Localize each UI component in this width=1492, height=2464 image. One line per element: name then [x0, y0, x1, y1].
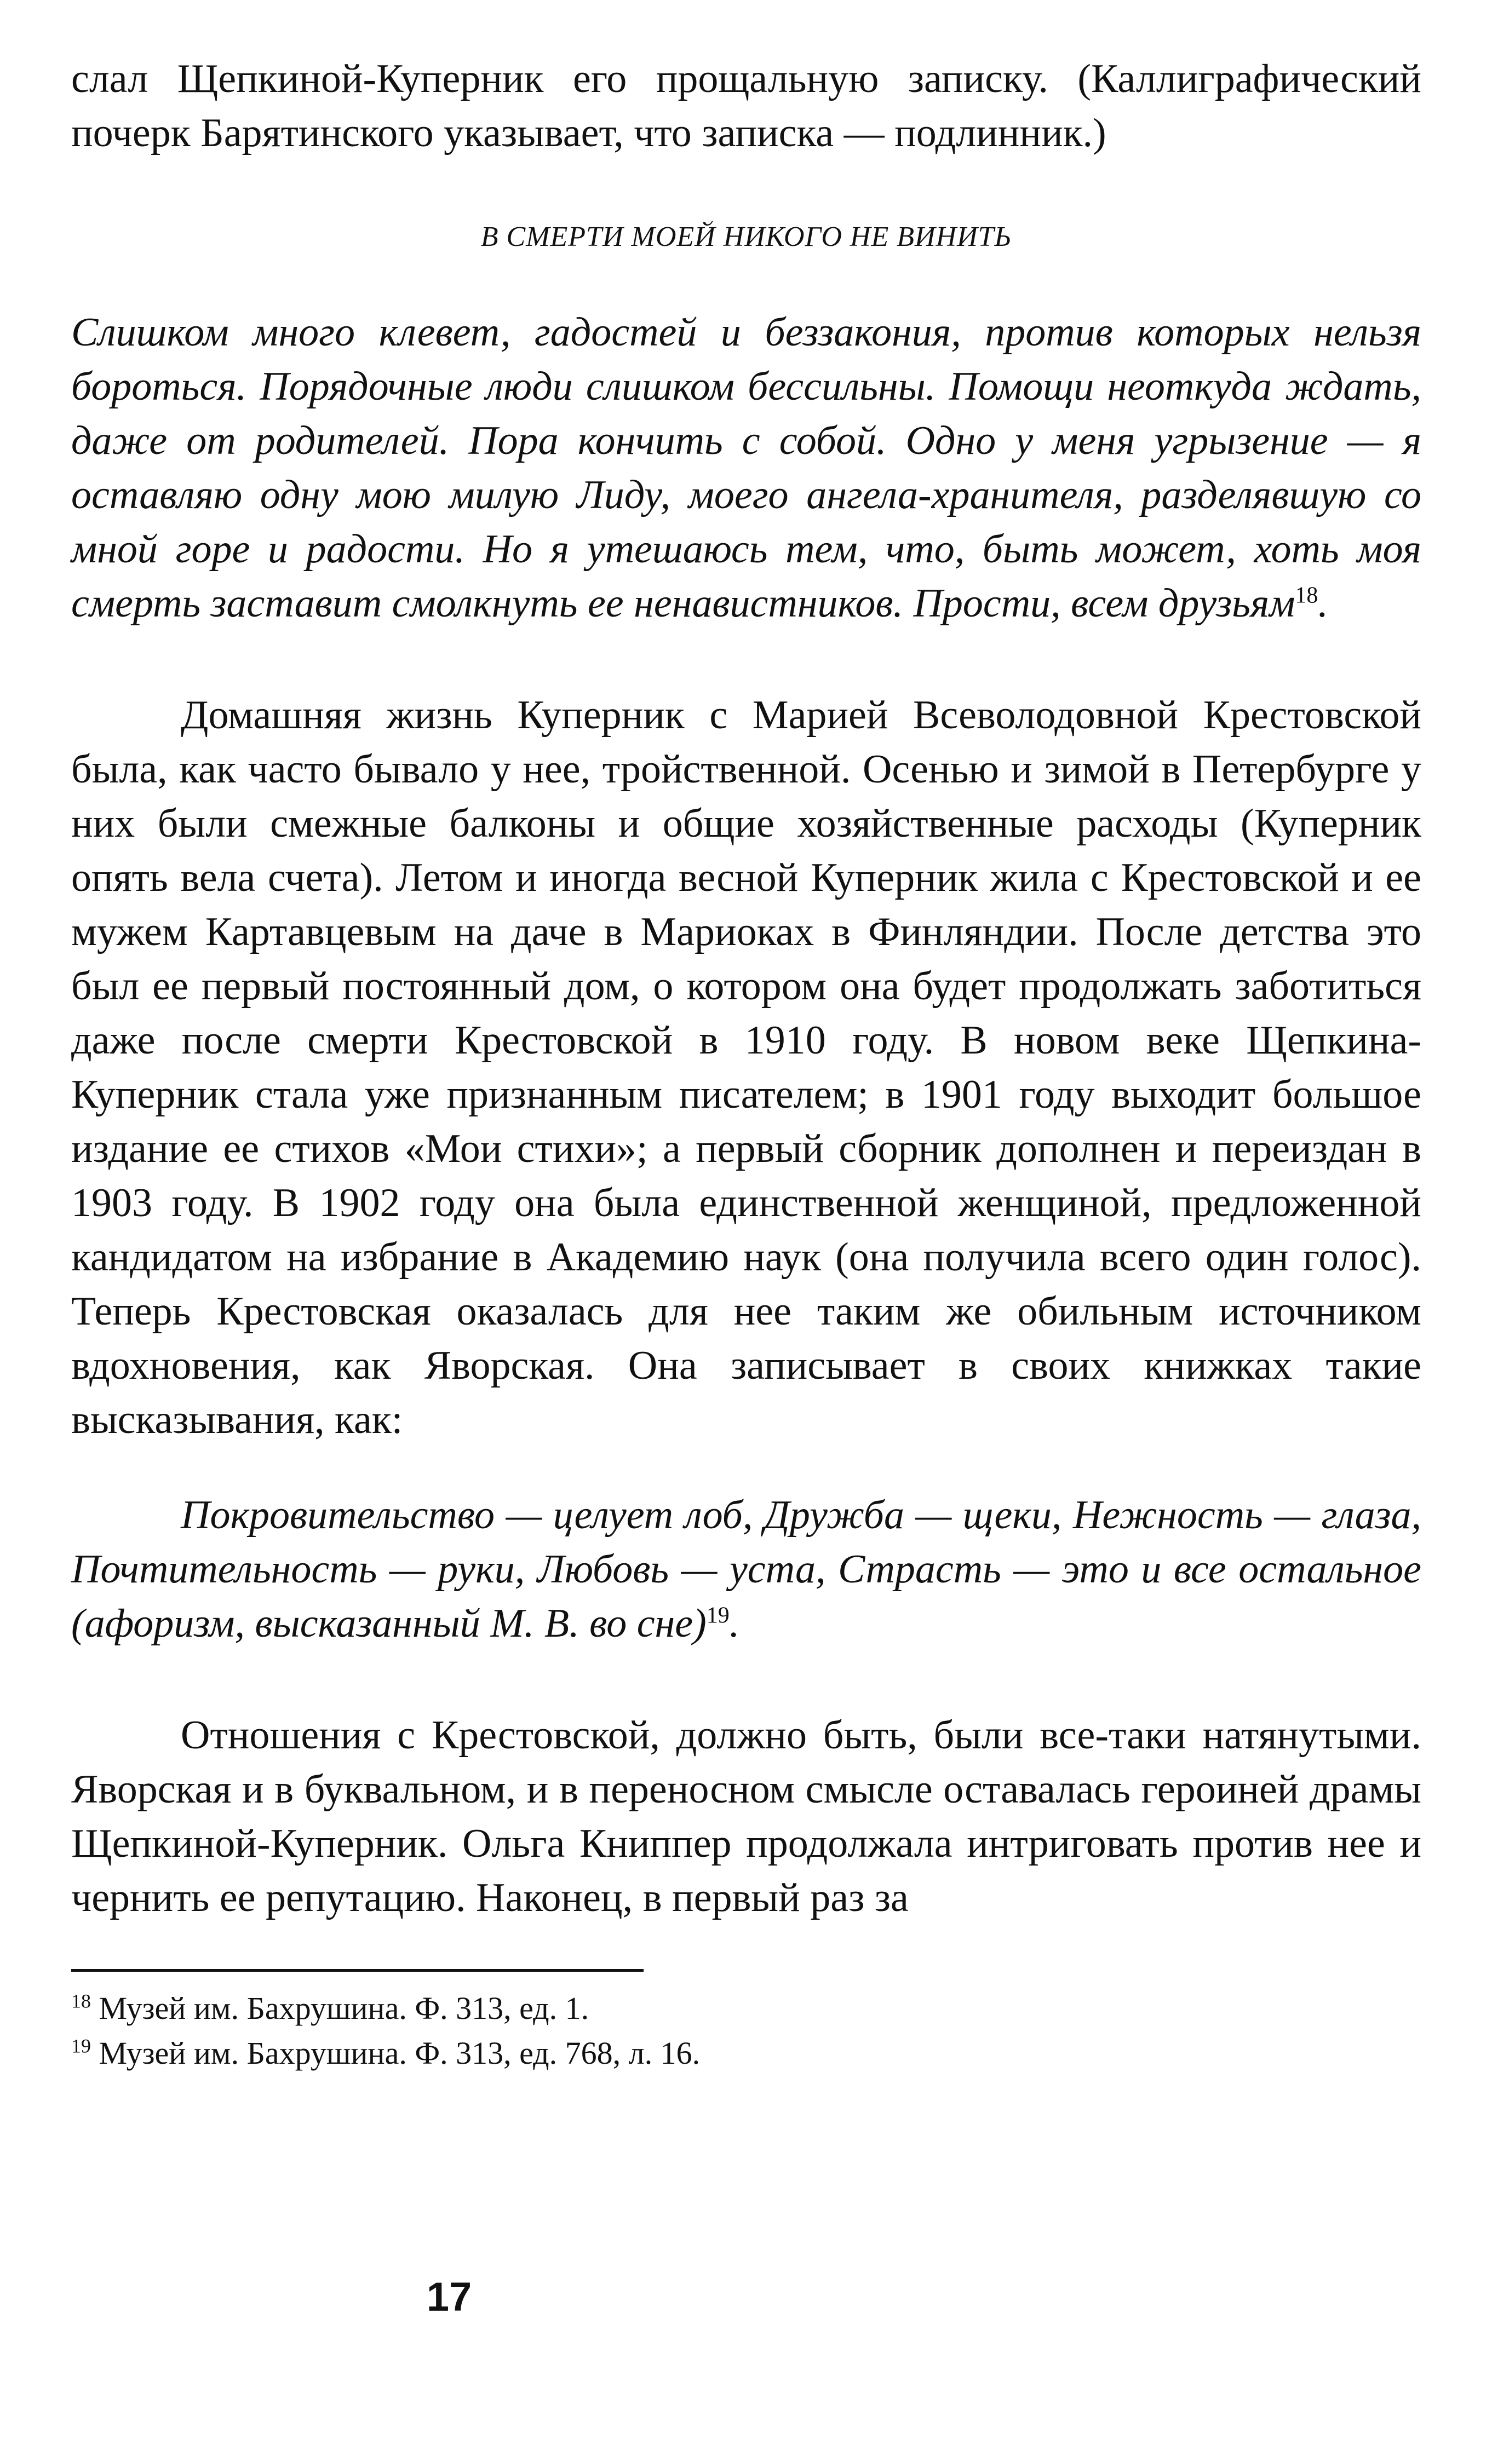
letter-end: .: [1318, 581, 1328, 626]
footnote-number: 19: [71, 2035, 91, 2057]
footnote-18: [71, 1986, 1421, 2031]
letter-body: Слишком много клевет, гадостей и беззакония, против которых нельзя бороться. Порядочные люди слишком бессильны. Помощи неоткуда ждать, даже от родителей. Пора кончить с собой. Одно у меня угрызение — я оставляю одну мою милую Лиду, моего ангела-хранителя, разделявшую со мной горе и радости. Но я утешаюсь тем, что, быть может, хоть моя смерть заставит смолкнуть ее ненавистников. Прости, всем друзьям: [71, 310, 1421, 626]
footnote-text: Музей им. Бахрушина. Ф. 313, ед. 768, л. 16.: [91, 2035, 701, 2071]
book-page: [71, 52, 1421, 2407]
footnote-19: [71, 2031, 1421, 2076]
letter-text: [71, 306, 1421, 631]
body-paragraph-2: Отношения с Крестовской, должно быть, были все-таки натянутыми. Яворская и в буквальном, и в переносном смысле оставалась героиней драмы Щепкиной-Куперник. Ольга Книппер продолжала интриговать против нее и чернить ее репутацию. Наконец, в первый раз за: [71, 1713, 1421, 1920]
aphorism-quote: [71, 1488, 1421, 1651]
footnote-number: 18: [71, 1990, 91, 2012]
lead-paragraph: слал Щепкиной-Куперник его прощальную записку. (Каллиграфический почерк Барятинского указывает, что записка — подлинник.): [71, 56, 1421, 156]
body-paragraph-1: Домашняя жизнь Куперник с Марией Всеволодовной Крестовской была, как часто бывало у нее, тройственной. Осенью и зимой в Петербурге у них были смежные балконы и общие хозяйственные расходы (Куперник опять вела счета). Летом и иногда весной Куперник жила с Крестовской и ее мужем Картавцевым на даче в Мариоках в Финляндии. После детства это был ее первый постоянный дом, о котором она будет продолжать заботиться даже после смерти Крестовской в 1910 году. В новом веке Щепкина-Куперник стала уже признанным писателем; в 1901 году выходит большое издание ее стихов «Мои стихи»; а первый сборник дополнен и переиздан в 1903 году. В 1902 году она была единственной женщиной, предложенной кандидатом на избрание в Академию наук (она получила всего один голос). Теперь Крестовская оказалась для нее таким же обильным источником вдохновения, как Яворская. Она записывает в своих книжках такие высказывания, как:: [71, 693, 1421, 1442]
footnote-ref-19: 19: [706, 1603, 730, 1628]
footnotes: [71, 1986, 1421, 2076]
quote-end: .: [729, 1601, 740, 1646]
footnote-ref-18: 18: [1295, 583, 1318, 608]
footnote-text: Музей им. Бахрушина. Ф. 313, ед. 1.: [91, 1990, 589, 2026]
quote-body: Покровительство — целует лоб, Дружба — щеки, Нежность — глаза, Почтительность — руки, Любовь — уста, Страсть — это и все остальное (афоризм, высказанный М. В. во сне): [71, 1493, 1421, 1646]
footnote-divider: [71, 1969, 644, 1972]
page-number: 17: [426, 2274, 472, 2319]
letter-heading: В СМЕРТИ МОЕЙ НИКОГО НЕ ВИНИТЬ: [480, 221, 1012, 252]
